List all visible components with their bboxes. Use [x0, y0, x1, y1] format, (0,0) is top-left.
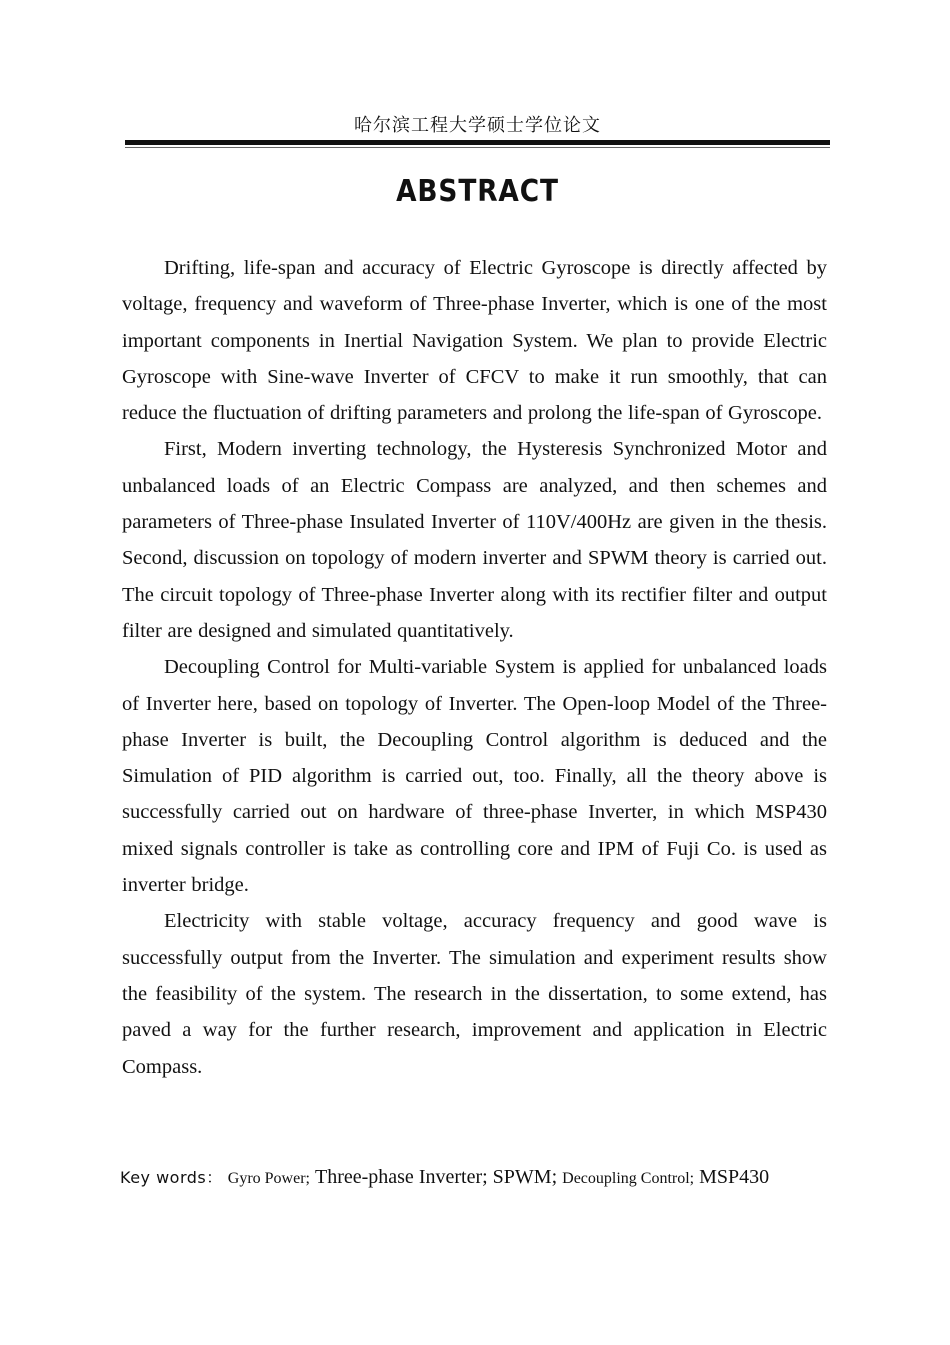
- abstract-body: [122, 250, 827, 1085]
- keyword-item: Decoupling Control;: [562, 1170, 695, 1187]
- keyword-item: Three-phase Inverter;: [314, 1166, 488, 1188]
- keyword-item: Gyro Power;: [227, 1170, 310, 1187]
- abstract-paragraph-3: Decoupling Control for Multi-variable System is applied for unbalanced loads of Inverter here, based on topology of Inverter. The Open-loop Model of the Three-phase Inverter is built, the Decoupling Control algorithm is deduced and the Simulation of PID algorithm is carried out, too. Finally, all the theory above is successfully carried out on hardware of three-phase Inverter, in which MSP430 mixed signals controller is take as controlling core and IPM of Fuji Co. is used as inverter bridge.: [122, 656, 827, 897]
- keyword-item: MSP430: [699, 1166, 770, 1188]
- abstract-title: ABSTRACT: [396, 174, 559, 209]
- header-rule-thick: [125, 140, 830, 145]
- running-header: 哈尔滨工程大学硕士学位论文: [354, 115, 601, 136]
- abstract-paragraph-2: First, Modern inverting technology, the Hysteresis Synchronized Motor and unbalanced loads of an Electric Compass are analyzed, and then schemes and parameters of Three-phase Insulated Inverter of 110V/400Hz are given in the thesis. Second, discussion on topology of modern inverter and SPWM theory is carried out. The circuit topology of Three-phase Inverter along with its rectifier filter and output filter are designed and simulated quantitatively.: [122, 438, 827, 642]
- keyword-item: SPWM;: [492, 1166, 558, 1188]
- keywords-line: [120, 1163, 835, 1193]
- abstract-paragraph-4: Electricity with stable voltage, accuracy frequency and good wave is successfully output from the Inverter. The simulation and experiment results show the feasibility of the system. The research in the dissertation, to some extend, has paved a way for the further research, improvement and application in Electric Compass.: [122, 910, 827, 1078]
- abstract-paragraph-1: Drifting, life-span and accuracy of Electric Gyroscope is directly affected by voltage, frequency and waveform of Three-phase Inverter, which is one of the most important components in Inertial Navigation System. We plan to provide Electric Gyroscope with Sine-wave Inverter of CFCV to make it run smoothly, that can reduce the fluctuation of drifting parameters and prolong the life-span of Gyroscope.: [122, 257, 827, 425]
- header-rule-thin: [125, 147, 830, 148]
- keywords-label: Key words：: [120, 1168, 223, 1187]
